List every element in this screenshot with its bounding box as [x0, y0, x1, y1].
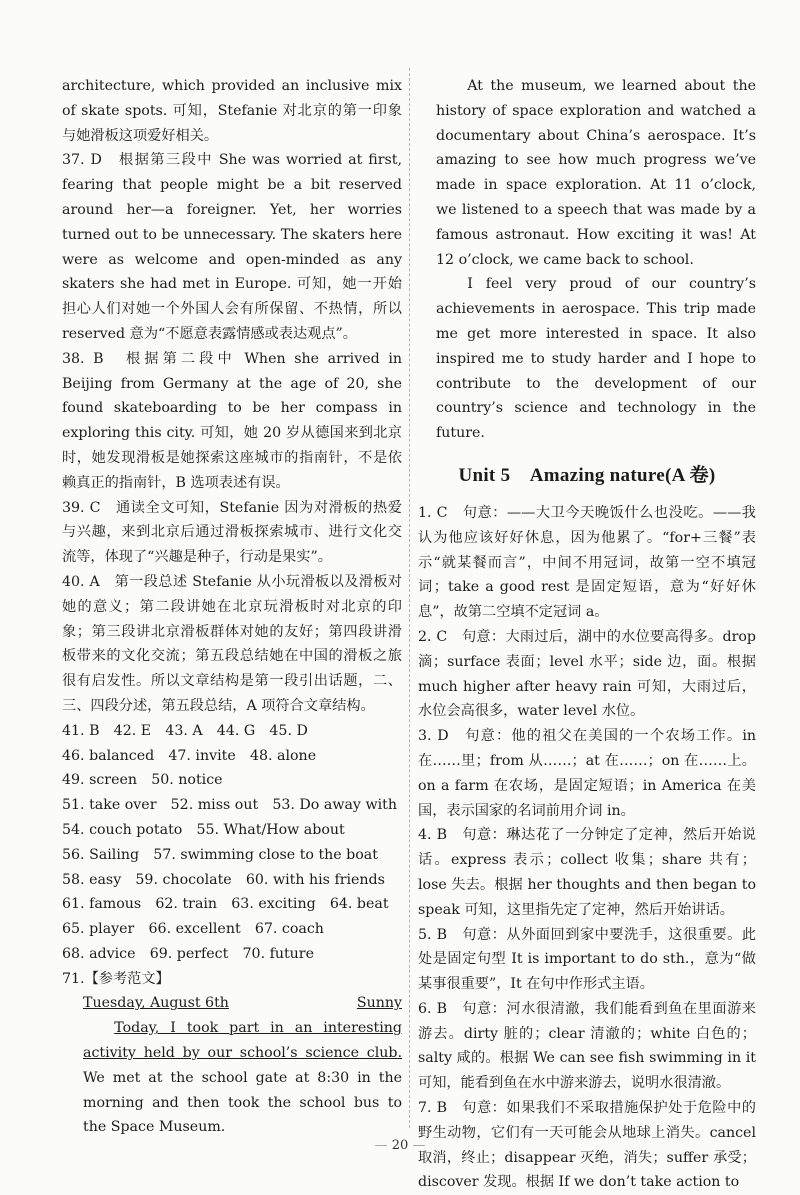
answer-item-6: 6. B 句意：河水很清澈，我们能看到鱼在里面游来游去。dirty 脏的；clear 清澈的；white 白色的；salty 咸的。根据 We can see fish swimming in it 可知，能看到鱼在水中游来游去，说明水很清澈。: [418, 1000, 756, 1092]
essay-paragraph-1: [62, 1016, 402, 1140]
right-column: [418, 74, 756, 1195]
page-number: — 20 —: [374, 1138, 426, 1153]
page-number-value: 20: [391, 1138, 409, 1153]
answer-line: 65. player 66. excellent 67. coach: [62, 921, 324, 938]
unit-title: Unit 5 Amazing nature(A 卷): [458, 464, 716, 486]
answer-item-1: 1. C 句意：——大卫今天晚饭什么也没吃。——我认为他应该好好休息，因为他累了。“for+三餐”表示“就某餐而言”，中间不用冠词，故第一空不填冠词；take a good rest 是固定短语，意为“好好休息”，故第二空填不定冠词 a。: [418, 504, 756, 621]
essay-paragraph-3: I feel very proud of our country’s achievements in aerospace. This trip made me get more interested in space. It also inspired me to study harder and I hope to contribute to the development of our country’s science and technology in the future.: [436, 276, 756, 442]
column-divider: [409, 68, 410, 1128]
answer-line: 49. screen 50. notice: [62, 772, 223, 789]
essay-underlined-sentence: Today, I took part in an interesting activity held by our school’s science club.: [83, 1020, 402, 1062]
answer-item-4: 4. B 句意：琳达花了一分钟定了定神，然后开始说话。express 表示；collect 收集；share 共有；lose 失去。根据 her thoughts and then began to speak 可知，这里指先定了定神，然后开始讲话。: [418, 827, 756, 918]
answer-item-3: 3. D 句意：他的祖父在美国的一个农场工作。in 在……里；from 从……；at 在……；on 在……上。on a farm 在农场，是固定短语；in America 在美国，表示国家的名词前用介词 in。: [418, 728, 756, 819]
answer-line: 41. B 42. E 43. A 44. G 45. D: [62, 722, 308, 739]
answer-item-5: 5. B 句意：从外面回到家中要洗手，这很重要。此处是固定句型 It is important to do sth.，意为“做某事很重要”，It 在句中作形式主语。: [418, 926, 756, 993]
essay-header: [83, 991, 402, 1016]
answer-37: 37. D 根据第三段中 She was worried at first, fearing that people might be a bit reserved around her—a foreigner. Yet, her worries turned out to be unnecessary. The skaters here were as welcome and open-minded as any skaters she had met in Europe. 可知，她一开始担心人们对她一个外国人会有所保留、不热情，所以 reserved 意为“不愿意表露情感或表达观点”。: [62, 152, 402, 342]
answer-40: 40. A 第一段总述 Stefanie 从小玩滑板以及滑板对她的意义；第二段讲她在北京玩滑板时对北京的印象；第三段讲北京滑板群体对她的友好；第四段讲滑板带来的文化交流；第五段总结她在中国的滑板之旅很有启发性。所以文章结构是第一段引出话题，二、三、四段分述，第五段总结，A 项符合文章结构。: [62, 573, 402, 714]
answer-38: 38. B 根据第二段中 When she arrived in Beijing from Germany at the age of 20, she found skateboarding to be her compass in exploring this city. 可知，她 20 岁从德国来到北京时，她发现滑板是她探索这座城市的指南针，不是依赖真正的指南针，B 选项表述有误。: [62, 350, 402, 491]
answer-39: 39. C 通读全文可知，Stefanie 因为对滑板的热爱与兴趣，来到北京后通过滑板探索城市、进行文化交流等，体现了“兴趣是种子，行动是果实”。: [62, 499, 402, 566]
continued-text: architecture, which provided an inclusive mix of skate spots. 可知，Stefanie 对北京的第一印象与她滑板这项爱好相关。: [62, 78, 402, 144]
essay-date: Tuesday, August 6th: [83, 995, 229, 1012]
left-column: [62, 74, 402, 1140]
answer-item-7: 7. B 句意：如果我们不采取措施保护处于危险中的野生动物，它们有一天可能会从地球上消失。cancel 取消，终止；disappear 灭绝，消失；suffer 承受；discover 发现。根据 If we don’t take action to: [418, 1100, 756, 1191]
essay-weather: Sunny: [356, 995, 402, 1012]
answer-line: 58. easy 59. chocolate 60. with his friends: [62, 871, 385, 888]
answer-line: 46. balanced 47. invite 48. alone: [62, 747, 317, 764]
essay-paragraph-1-rest: We met at the school gate at 8:30 in the morning and then took the school bus to the Space Museum.: [83, 1069, 402, 1136]
answer-line: 51. take over 52. miss out 53. Do away with: [62, 797, 397, 814]
sample-essay-label: 71.【参考范文】: [62, 970, 170, 987]
essay-paragraph-2: At the museum, we learned about the history of space exploration and watched a documentary about China’s aerospace. It’s amazing to see how much progress we’ve made in space exploration. At 11 o’clock, we listened to a speech that was made by a famous astronaut. How exciting it was! At 12 o’clock, we came back to school.: [436, 78, 756, 268]
answer-line: 61. famous 62. train 63. exciting 64. beat: [62, 896, 389, 913]
answer-line: 54. couch potato 55. What/How about: [62, 821, 345, 838]
answer-line: 68. advice 69. perfect 70. future: [62, 945, 314, 962]
answer-line: 56. Sailing 57. swimming close to the boat: [62, 846, 378, 863]
answer-item-2: 2. C 句意：大雨过后，湖中的水位要高得多。drop 滴；surface 表面；level 水平；side 边，面。根据 much higher after heavy rain 可知，大雨过后，水位会高很多，water level 水位。: [418, 628, 756, 720]
